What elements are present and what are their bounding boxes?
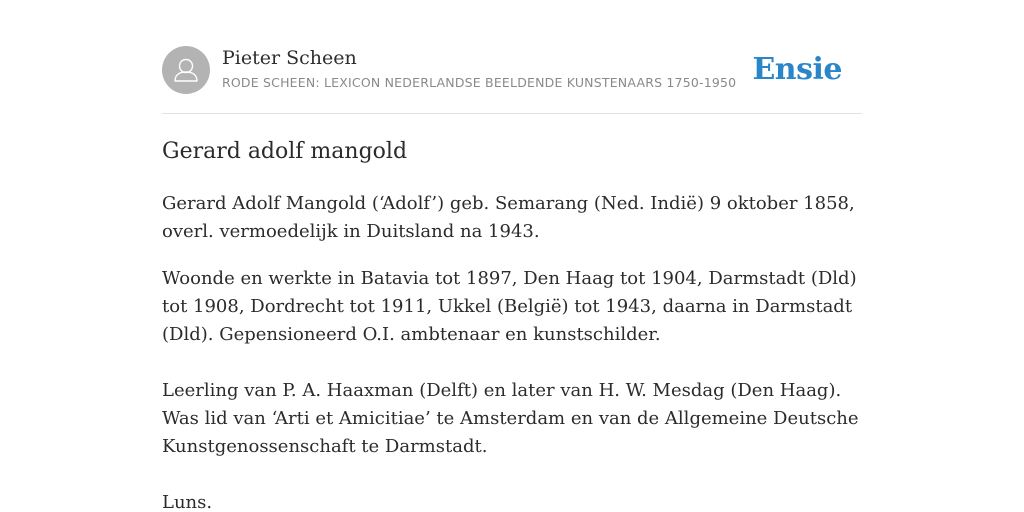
author-avatar[interactable] bbox=[162, 46, 210, 94]
source-title[interactable]: RODE SCHEEN: LEXICON NEDERLANDSE BEELDENDE KUNSTENAARS 1750-1950 bbox=[222, 75, 737, 90]
article-paragraph: Luns. bbox=[162, 492, 213, 512]
user-silhouette-icon bbox=[162, 46, 210, 94]
article-paragraph: Woonde en werkte in Batavia tot 1897, Den Haag tot 1904, Darmstadt (Dld) tot 1908, Dordrecht tot 1911, Ukkel (België) tot 1943, daarna in Darmstadt (Dld). Gepensioneerd O.I. ambtenaar en kunstschilder. bbox=[162, 268, 857, 345]
author-header bbox=[162, 46, 862, 96]
article-title: Gerard adolf mangold bbox=[162, 139, 408, 164]
article-paragraph: Gerard Adolf Mangold (‘Adolf’) geb. Semarang (Ned. Indië) 9 oktober 1858, overl. vermoedelijk in Duitsland na 1943. bbox=[162, 193, 855, 242]
header-divider bbox=[162, 113, 862, 114]
article bbox=[162, 137, 862, 512]
ensie-logo[interactable]: Ensie bbox=[752, 52, 842, 87]
author-name[interactable]: Pieter Scheen bbox=[222, 47, 357, 69]
article-paragraph: Leerling van P. A. Haaxman (Delft) en later van H. W. Mesdag (Den Haag). Was lid van ‘Arti et Amicitiae’ te Amsterdam en van de Allgemeine Deutsche Kunstgenossenschaft te Darmstadt. bbox=[162, 380, 859, 457]
